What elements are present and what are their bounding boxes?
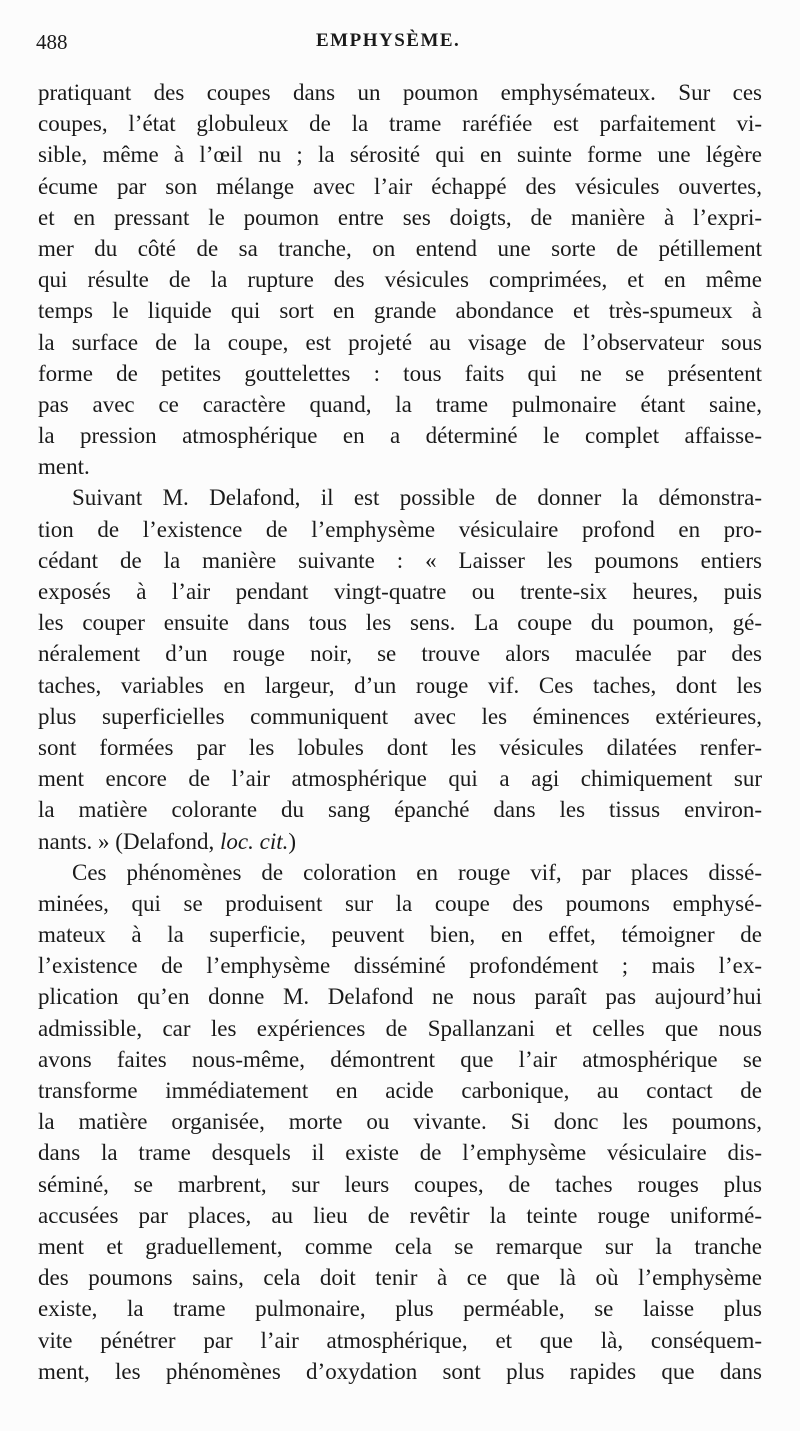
- text-line: temps le liquide qui sort en grande abondance et très-spumeux à: [38, 298, 762, 324]
- text-line: mer du côté de sa tranche, on entend une sorte de pétillement: [38, 235, 762, 261]
- text-line: la matière organisée, morte ou vivante. Si donc les poumons,: [38, 1109, 762, 1135]
- text-line: admissible, car les expériences de Spallanzani et celles que nous: [38, 1015, 762, 1041]
- page-header: [36, 30, 766, 62]
- text-line: la matière colorante du sang épanché dans les tissus environ-: [38, 797, 762, 823]
- text-line: pratiquant des coupes dans un poumon emphysémateux. Sur ces: [38, 80, 762, 105]
- text-line: qui résulte de la rupture des vésicules comprimées, et en même: [38, 267, 762, 293]
- text-line: tion de l’existence de l’emphysème vésiculaire profond en pro-: [38, 516, 762, 542]
- text-line: des poumons sains, cela doit tenir à ce que là où l’emphysème: [38, 1265, 762, 1291]
- text-line: la surface de la coupe, est projeté au visage de l’observateur sous: [38, 329, 762, 355]
- text-line: écume par son mélange avec l’air échappé des vésicules ouvertes,: [38, 173, 762, 199]
- body-text: [38, 77, 762, 1387]
- text-line: minées, qui se produisent sur la coupe des poumons emphysé-: [38, 890, 762, 916]
- text-line: pas avec ce caractère quand, la trame pulmonaire étant saine,: [38, 391, 762, 417]
- text-line: Suivant M. Delafond, il est possible de donner la démonstra-: [72, 485, 762, 511]
- text-line: et en pressant le poumon entre ses doigts, de manière à l’expri-: [38, 204, 762, 230]
- citation-text: nants. » (Delafond,: [38, 828, 221, 854]
- text-line: néralement d’un rouge noir, se trouve alors maculée par des: [38, 641, 762, 667]
- text-line: l’existence de l’emphysème disséminé profondément ; mais l’ex-: [38, 953, 762, 979]
- text-line: taches, variables en largeur, d’un rouge vif. Ces taches, dont les: [38, 672, 762, 698]
- text-line: vite pénétrer par l’air atmosphérique, et que là, conséquem-: [38, 1327, 762, 1353]
- text-line: ment et graduellement, comme cela se remarque sur la tranche: [38, 1233, 762, 1259]
- citation-close: ): [288, 828, 297, 854]
- text-line: la pression atmosphérique en a déterminé le complet affaisse-: [38, 423, 762, 449]
- text-line: dans la trame desquels il existe de l’emphysème vésiculaire dis-: [38, 1140, 762, 1166]
- text-line: plication qu’en donne M. Delafond ne nous paraît pas aujourd’hui: [38, 984, 762, 1010]
- text-line: coupes, l’état globuleux de la trame raréfiée est parfaitement vi-: [38, 111, 762, 137]
- text-line: avons faites nous-même, démontrent que l’air atmosphérique se: [38, 1046, 762, 1072]
- text-line: ment encore de l’air atmosphérique qui a agi chimiquement sur: [38, 766, 762, 792]
- text-line: ment.: [38, 454, 90, 480]
- text-line: forme de petites gouttelettes : tous faits qui ne se présentent: [38, 360, 762, 386]
- page-number: 488: [36, 30, 68, 54]
- text-line: transforme immédiatement en acide carbonique, au contact de: [38, 1078, 762, 1103]
- text-line: existe, la trame pulmonaire, plus perméable, se laisse plus: [38, 1296, 762, 1322]
- text-line: plus superficielles communiquent avec les éminences extérieures,: [38, 703, 762, 729]
- text-line: exposés à l’air pendant vingt-quatre ou trente-six heures, puis: [38, 579, 762, 604]
- text-line: les couper ensuite dans tous les sens. La coupe du poumon, gé-: [38, 610, 762, 636]
- text-line: séminé, se marbrent, sur leurs coupes, de taches rouges plus: [38, 1171, 762, 1197]
- citation-italic: loc. cit.: [220, 828, 289, 854]
- citation-line: [38, 826, 762, 857]
- text-line: Ces phénomènes de coloration en rouge vif, par places dissé-: [72, 859, 762, 885]
- text-line: sont formées par les lobules dont les vésicules dilatées renfer-: [38, 734, 762, 760]
- running-head: EMPHYSÈME.: [316, 30, 461, 51]
- text-line: mateux à la superficie, peuvent bien, en effet, témoigner de: [38, 922, 762, 948]
- text-line: accusées par places, au lieu de revêtir la teinte rouge uniformé-: [38, 1202, 762, 1228]
- text-line: cédant de la manière suivante : « Laisser les poumons entiers: [38, 547, 762, 573]
- text-line: sible, même à l’œil nu ; la sérosité qui en suinte forme une légère: [38, 142, 762, 168]
- text-line: ment, les phénomènes d’oxydation sont plus rapides que dans: [38, 1358, 762, 1384]
